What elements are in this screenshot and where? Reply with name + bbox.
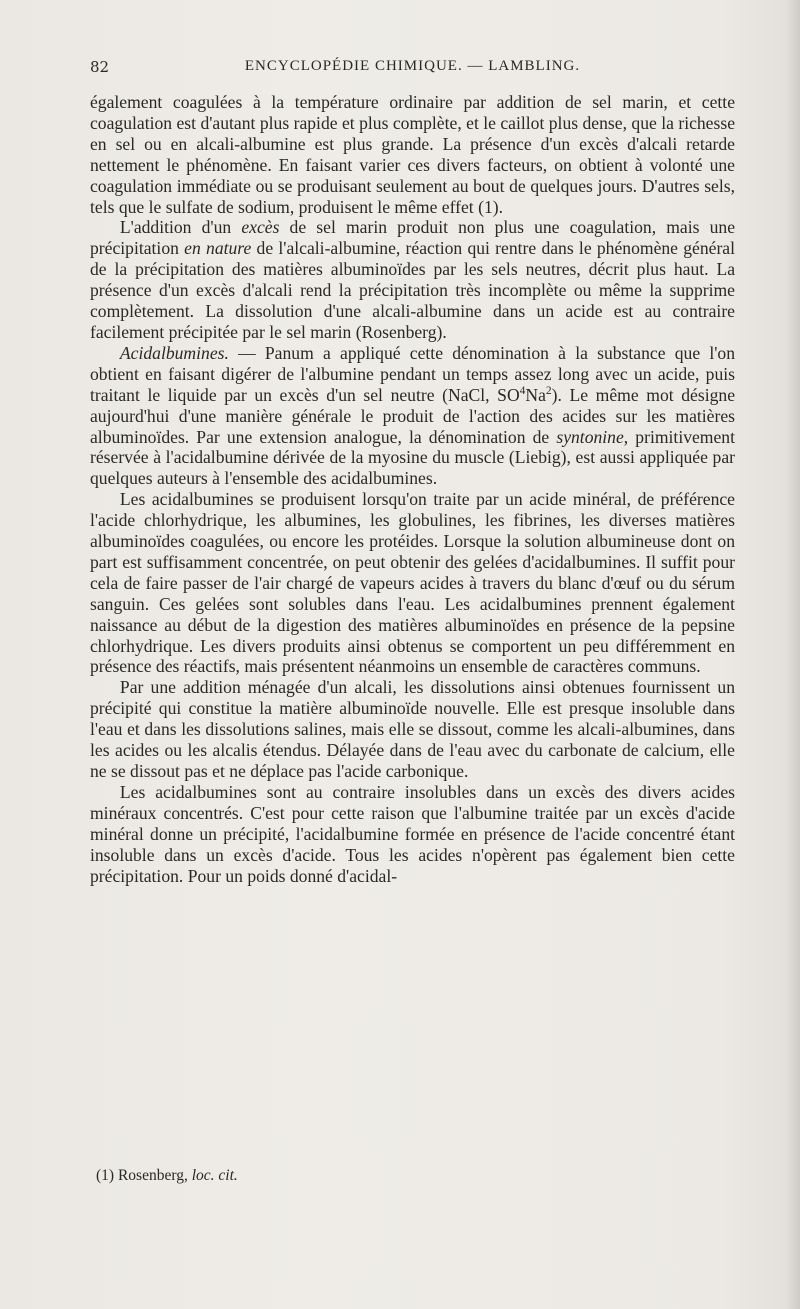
superscript: 4 bbox=[519, 384, 526, 397]
page-edge-shadow bbox=[786, 0, 800, 1309]
text-run: de sel marin produit non plus une coagulation, mais une précipitation bbox=[90, 217, 736, 259]
running-title: ENCYCLOPÉDIE CHIMIQUE. — LAMBLING. bbox=[244, 58, 581, 74]
footnote-marker: (1) bbox=[96, 1167, 115, 1184]
page-body bbox=[90, 92, 735, 886]
paragraph-4: Les acidalbumines se produisent lorsqu'on traite par un acide minéral, de préférence l'acide chlorhydrique, les albumines, les globulines, les fibrines, les diverses matières albuminoïdes coagulées, ou encore les protéides. Lorsque la solution albumineuse dont on part est suffisamment concentrée, on peut obtenir des gelées d'acidalbumines. Il suffit pour cela de faire passer de l'air chargé de vapeurs acides à travers du blanc d'œuf ou du sérum sanguin. Ces gelées sont solubles dans l'eau. Les acidalbumines prennent également naissance au début de la digestion des matières albuminoïdes en présence de la pepsine chlorhydrique. Les divers produits ainsi obtenus se comportent un peu différemment en présence des réactifs, mais présentent néanmoins un ensemble de caractères communs. bbox=[90, 489, 735, 677]
text-run: , primitivement réservée à l'acidalbumine dérivée de la myosine du muscle (Liebig), est aussi appliquée par quelques auteurs à l'ensemble des acidalbumines. bbox=[90, 426, 735, 489]
section-heading-acidalbumines: Acidalbumines. bbox=[119, 342, 229, 363]
page-number: 82 bbox=[90, 58, 110, 76]
paragraph-2 bbox=[90, 217, 735, 342]
footnote-ref: loc. cit. bbox=[191, 1167, 238, 1184]
emphasis: en nature bbox=[184, 238, 252, 259]
emphasis: syntonine bbox=[556, 426, 624, 447]
superscript: 2 bbox=[545, 384, 552, 397]
text-run: L'addition d'un bbox=[119, 217, 242, 238]
paragraph-6: Les acidalbumines sont au contraire insolubles dans un excès des divers acides minéraux concentrés. C'est pour cette raison que l'albumine traitée par un excès d'acide minéral donne un précipité, l'acidalbumine formée en présence de l'acide concentré étant insoluble dans un excès d'acide. Tous les acides n'opèrent pas également bien cette précipitation. Pour un poids donné d'acidal- bbox=[90, 781, 735, 886]
paragraph-3 bbox=[90, 343, 735, 489]
text-run: de l'alcali-albumine, réaction qui rentre dans le phénomène général de la précipitation des matières albuminoïdes par les sels neutres, décrit plus haut. La présence d'un excès d'alcali rend la précipitation très incomplète ou même la supprime complètement. La dissolution d'une alcali-albumine dans un acide est au contraire facilement précipitée par le sel marin (Rosenberg). bbox=[90, 238, 735, 342]
text-run: — Panum a appliqué cette dénomination à la substance que l'on obtient en faisant digérer de l'albumine pendant un temps assez long avec un acide, puis traitant le liquide par un excès d'un sel neutre (NaCl, SO bbox=[90, 342, 735, 405]
emphasis: excès bbox=[241, 217, 280, 238]
footnote bbox=[96, 1167, 736, 1185]
paragraph-1: également coagulées à la température ordinaire par addition de sel marin, et cette coagulation est d'autant plus rapide et plus complète, et le caillot plus dense, que la richesse en sel ou en alcali-albumine est plus grande. La présence d'un excès d'alcali retarde nettement le phénomène. En faisant varier ces divers facteurs, on obtient à volonté une coagulation immédiate ou se produisant seulement au bout de quelques jours. D'autres sels, tels que le sulfate de sodium, produisent le même effet (1). bbox=[90, 92, 735, 217]
paragraph-5: Par une addition ménagée d'un alcali, les dissolutions ainsi obtenues fournissent un précipité qui constitue la matière albuminoïde nouvelle. Elle est presque insoluble dans l'eau et dans les dissolutions salines, mais elle se dissout, comme les alcali-albumines, dans les acides ou les alcalis étendus. Délayée dans de l'eau avec du carbonate de calcium, elle ne se dissout pas et ne déplace pas l'acide carbonique. bbox=[90, 677, 735, 781]
text-run: ). Le même mot désigne aujourd'hui d'une manière générale le produit de l'action des acides sur les matières albuminoïdes. Par une extension analogue, la dénomination de bbox=[90, 384, 735, 447]
footnote-author: Rosenberg, bbox=[114, 1167, 192, 1184]
page-header bbox=[90, 58, 735, 80]
text-run: Na bbox=[525, 384, 546, 405]
